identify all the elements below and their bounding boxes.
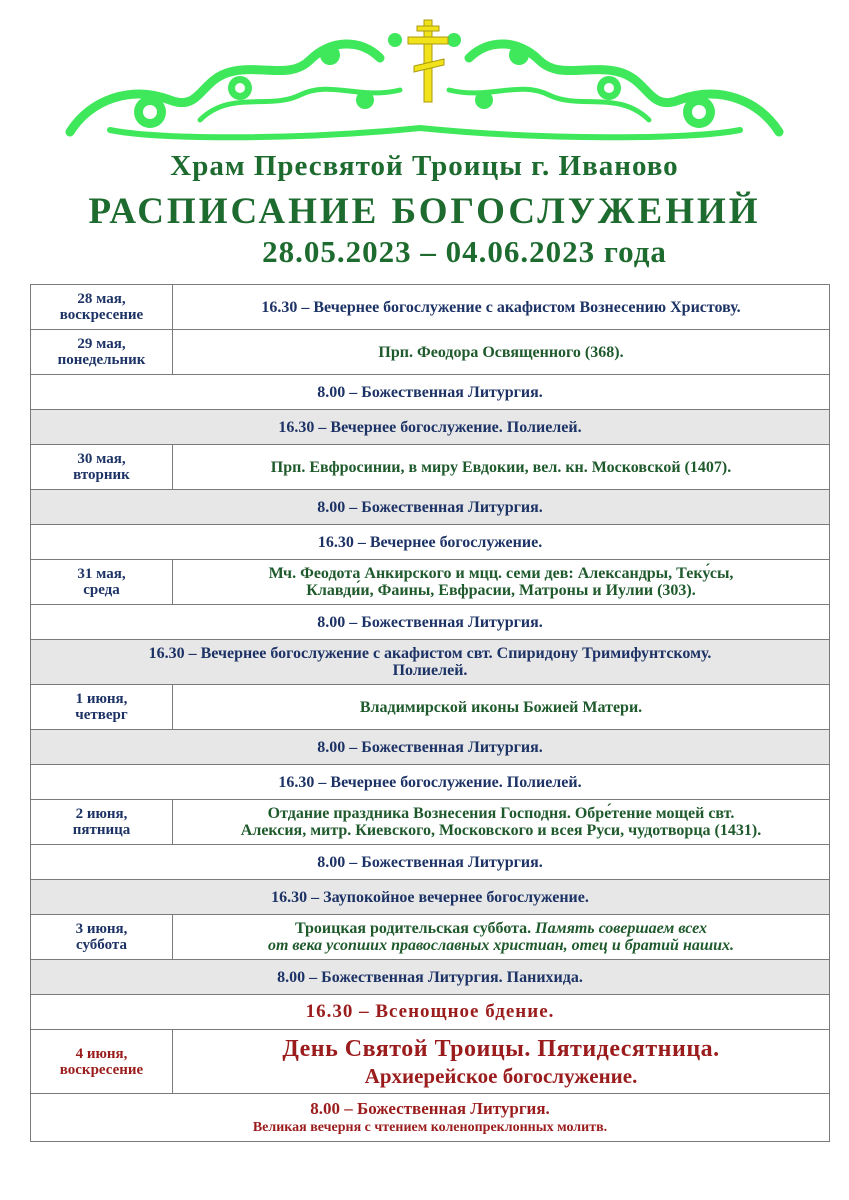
day-cell: 30 мая, вторник: [31, 445, 173, 490]
feast-cell: Владимирской иконы Божией Матери.: [173, 685, 830, 730]
service-cell: 16.30 – Вечернее богослужение.: [31, 525, 830, 560]
table-row: [31, 490, 830, 525]
table-row: [31, 525, 830, 560]
feast-cell: Мч. Феодота Анкирского и мцц. семи дев: Александры, Теку́сы, Клавди́и, Фаины, Евфрасии, Матроны и Иулии (303).: [173, 560, 830, 605]
table-row: [31, 730, 830, 765]
service-cell: 8.00 – Божественная Литургия. Панихида.: [31, 960, 830, 995]
day-cell: 2 июня, пятница: [31, 800, 173, 845]
table-row: [31, 375, 830, 410]
table-row: [31, 995, 830, 1030]
table-row: [31, 880, 830, 915]
schedule-table: [30, 284, 830, 1142]
table-row: [31, 800, 830, 845]
table-row: [31, 560, 830, 605]
service-cell: 8.00 – Божественная Литургия.: [31, 375, 830, 410]
decorative-ornament: [0, 0, 849, 150]
feast-cell: Отдание праздника Вознесения Господня. Обре́тение мощей свт. Алексия, митр. Киевского, Московского и всея Руси, чудотворца (1431).: [173, 800, 830, 845]
service-cell: 16.30 – Вечернее богослужение. Полиелей.: [31, 410, 830, 445]
feast-cell: День Святой Троицы. Пятидесятница. Архиерейское богослужение.: [173, 1030, 830, 1094]
service-cell: 16.30 – Заупокойное вечернее богослужение.: [31, 880, 830, 915]
table-row: [31, 410, 830, 445]
feast-cell: Прп. Евфросинии, в миру Евдокии, вел. кн. Московской (1407).: [173, 445, 830, 490]
table-row: [31, 960, 830, 995]
day-cell: 29 мая, понедельник: [31, 330, 173, 375]
date-range: 28.05.2023 – 04.06.2023 года: [262, 234, 667, 269]
table-row: [31, 285, 830, 330]
service-cell: 16.30 – Вечернее богослужение с акафистом свт. Спиридону Тримифунтскому. Полиелей.: [31, 640, 830, 685]
table-row: [31, 845, 830, 880]
feast-cell: Прп. Феодора Освященного (368).: [173, 330, 830, 375]
church-name: Храм Пресвятой Троицы г. Иваново: [170, 150, 679, 182]
table-row: [31, 685, 830, 730]
day-cell: 31 мая, среда: [31, 560, 173, 605]
service-cell: 8.00 – Божественная Литургия.: [31, 730, 830, 765]
day-cell: 4 июня, воскресение: [31, 1030, 173, 1094]
service-cell: 8.00 – Божественная Литургия.: [31, 490, 830, 525]
service-cell: 8.00 – Божественная Литургия.: [31, 605, 830, 640]
schedule-title: РАСПИСАНИЕ БОГОСЛУЖЕНИЙ: [88, 191, 761, 232]
table-row: [31, 605, 830, 640]
service-cell: 8.00 – Божественная Литургия.: [31, 845, 830, 880]
table-row: [31, 640, 830, 685]
table-row: [31, 445, 830, 490]
day-cell: 1 июня, четверг: [31, 685, 173, 730]
service-cell: 8.00 – Божественная Литургия. Великая вечерня с чтением коленопреклонных молитв.: [31, 1094, 830, 1142]
table-row: [31, 330, 830, 375]
service-cell: 16.30 – Вечернее богослужение. Полиелей.: [31, 765, 830, 800]
table-row: [31, 765, 830, 800]
cross-icon: [408, 20, 448, 102]
service-cell: 16.30 – Вечернее богослужение с акафистом Вознесению Христову.: [173, 285, 830, 330]
table-row: [31, 1094, 830, 1142]
day-cell: 3 июня, суббота: [31, 915, 173, 960]
service-cell: 16.30 – Всенощное бдение.: [31, 995, 830, 1030]
feast-cell: Троицкая родительская суббота. Память совершаем всех от века усопших православных христиан, отец и братий наших.: [173, 915, 830, 960]
table-row: [31, 1030, 830, 1094]
table-row: [31, 915, 830, 960]
day-cell: 28 мая, воскресение: [31, 285, 173, 330]
